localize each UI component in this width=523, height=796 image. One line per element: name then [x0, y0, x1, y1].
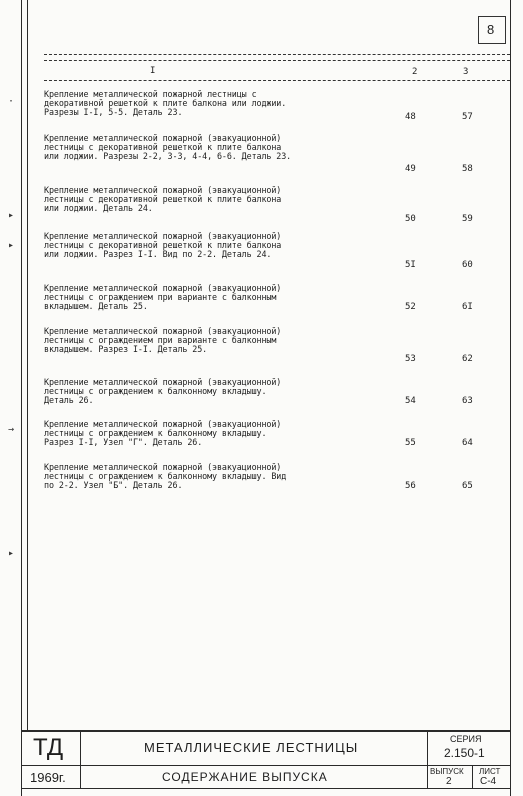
- issue-label: ВЫПУСК: [430, 767, 464, 776]
- row-description: Крепление металлической пожарной (эвакуационной) лестницы с декоративной решеткой к плите балкона или лоджии. Разрезы 2-2, 3-3, 4-4, 6-6. Деталь 23.: [44, 133, 292, 161]
- contents-row: [44, 134, 504, 186]
- row-description: Крепление металлической пожарной (эвакуационной) лестницы с ограждением при варианте с балконным вкладышем. Разрез I-I. Деталь 25.: [44, 326, 282, 354]
- frame-left-inner: [27, 0, 28, 730]
- header-top-line: [44, 54, 510, 55]
- row-col3: 63: [462, 396, 473, 406]
- row-description: Крепление металлической пожарной (эвакуационной) лестницы с ограждением при варианте с балконным вкладышем. Деталь 25.: [44, 283, 282, 311]
- frame-left: [21, 0, 22, 796]
- row-col3: 65: [462, 481, 473, 491]
- sheet-number-box: [478, 16, 506, 44]
- sheet-number: 8: [487, 22, 495, 37]
- row-col3: 57: [462, 112, 473, 122]
- contents-row: [44, 327, 504, 379]
- column-header-3: 3: [463, 67, 469, 77]
- row-description: Крепление металлической пожарной (эвакуационной) лестницы с ограждением к балконному вкладышу. Разрез I-I, Узел "Г". Деталь 26.: [44, 419, 282, 447]
- header-top-line-2: [44, 60, 510, 61]
- document-title: МЕТАЛЛИЧЕСКИЕ ЛЕСТНИЦЫ: [144, 740, 359, 755]
- document-subtitle: СОДЕРЖАНИЕ ВЫПУСКА: [162, 770, 328, 784]
- row-col2: 5I: [405, 260, 416, 270]
- title-block-div-3: [472, 765, 473, 788]
- row-description: Крепление металлической пожарной (эвакуационной) лестницы с декоративной решеткой к плите балкона или лоджии. Деталь 24.: [44, 185, 282, 213]
- row-description: Крепление металлической пожарной (эвакуационной) лестницы с ограждением к балконному вкладышу. Деталь 26.: [44, 377, 282, 405]
- row-col2: 56: [405, 481, 416, 491]
- margin-mark: ▸: [8, 548, 15, 559]
- contents-row: [44, 232, 504, 284]
- row-col2: 54: [405, 396, 416, 406]
- column-header-2: 2: [412, 67, 418, 77]
- margin-mark: ▸: [8, 210, 15, 221]
- margin-mark: ▸: [8, 240, 15, 251]
- row-col2: 48: [405, 112, 416, 122]
- title-block-bottom: [21, 788, 511, 789]
- row-col3: 64: [462, 438, 473, 448]
- row-col3: 6I: [462, 302, 473, 312]
- row-col2: 53: [405, 354, 416, 364]
- row-col2: 55: [405, 438, 416, 448]
- row-col2: 52: [405, 302, 416, 312]
- row-col2: 50: [405, 214, 416, 224]
- margin-mark: →: [8, 424, 15, 435]
- frame-right: [510, 0, 511, 796]
- row-col3: 60: [462, 260, 473, 270]
- column-header-1: I: [150, 66, 156, 76]
- series-value: 2.150-1: [444, 746, 485, 760]
- row-col3: 62: [462, 354, 473, 364]
- row-description: Крепление металлической пожарной (эвакуационной) лестницы с ограждением к балконному вкладышу. Вид по 2-2. Узел "Б". Деталь 26.: [44, 462, 287, 490]
- title-block-div-2: [427, 730, 428, 789]
- row-description: Крепление металлической пожарной лестницы с декоративной решеткой к плите балкона или лоджии. Разрезы I-I, 5-5. Деталь 23.: [44, 89, 287, 117]
- contents-row: [44, 463, 504, 515]
- series-label: СЕРИЯ: [450, 734, 482, 744]
- org-code: ТД: [33, 734, 64, 761]
- sheet-label: ЛИСТ: [479, 767, 501, 776]
- header-bottom-line: [44, 80, 510, 81]
- margin-mark: ·: [8, 96, 15, 107]
- row-col3: 59: [462, 214, 473, 224]
- title-block-div-1: [80, 730, 81, 789]
- year: 1969г.: [30, 770, 66, 785]
- row-col3: 58: [462, 164, 473, 174]
- issue-value: 2: [446, 776, 452, 787]
- sheet-value: С-4: [480, 776, 497, 787]
- title-block-mid: [21, 765, 511, 766]
- row-col2: 49: [405, 164, 416, 174]
- title-block-top: [21, 730, 511, 732]
- row-description: Крепление металлической пожарной (эвакуационной) лестницы с декоративной решеткой к плите балкона или лоджии. Разрез I-I. Вид по 2-2. Деталь 24.: [44, 231, 282, 259]
